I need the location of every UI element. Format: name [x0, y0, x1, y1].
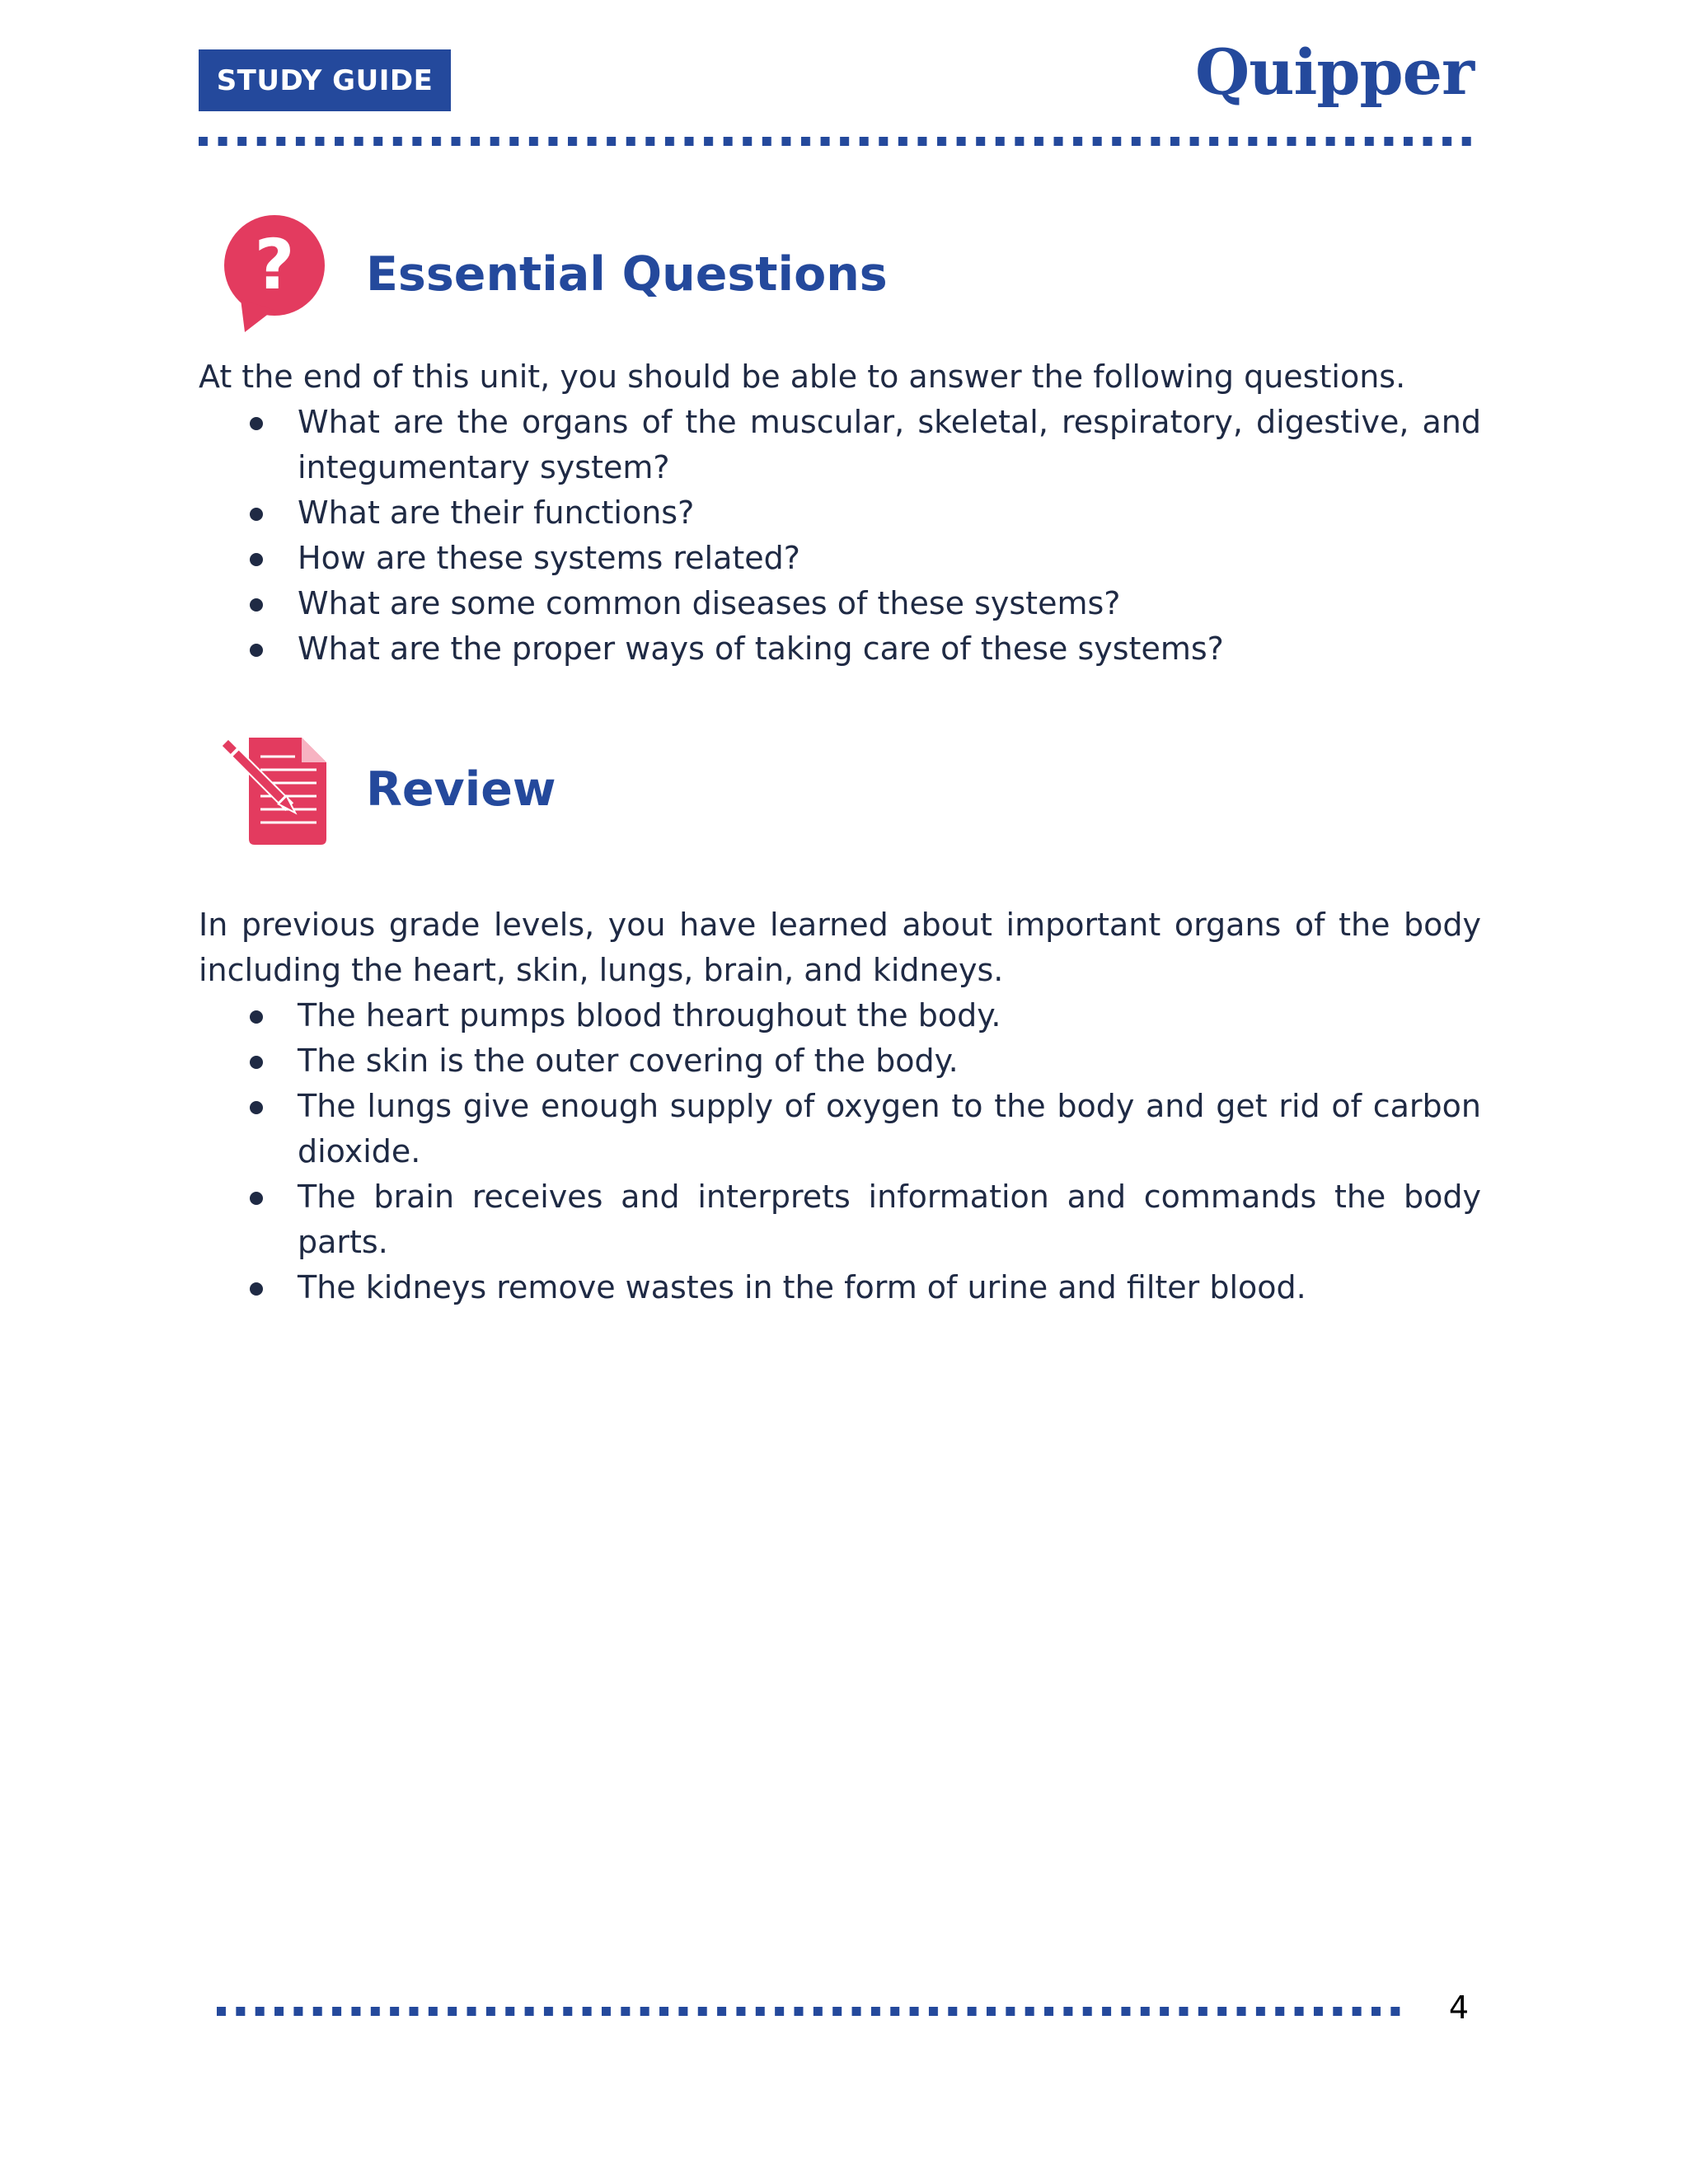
essential-questions-list	[199, 400, 1481, 672]
page-number: 4	[1448, 1990, 1470, 2026]
list-item: The skin is the outer covering of the body.	[199, 1038, 1481, 1084]
list-item: The heart pumps blood throughout the body.	[199, 993, 1481, 1038]
svg-text:?: ?	[254, 224, 295, 305]
list-item: The lungs give enough supply of oxygen to the body and get rid of carbon dioxide.	[199, 1084, 1481, 1174]
list-item: The kidneys remove wastes in the form of urine and filter blood.	[199, 1265, 1481, 1310]
quipper-logo: Quipper	[1194, 35, 1474, 109]
review-heading: Review	[366, 762, 556, 817]
essential-questions-heading: Essential Questions	[366, 247, 888, 302]
study-guide-label: STUDY GUIDE	[216, 63, 434, 97]
list-item: What are the organs of the muscular, skeletal, respiratory, digestive, and integumentary system?	[199, 400, 1481, 490]
review-list	[199, 993, 1481, 1310]
footer-dotted-divider	[217, 2007, 1409, 2016]
list-item: The brain receives and interprets information and commands the body parts.	[199, 1174, 1481, 1265]
document-pencil-icon	[219, 733, 331, 857]
list-item: What are some common diseases of these systems?	[199, 581, 1481, 626]
list-item: How are these systems related?	[199, 536, 1481, 581]
review-intro: In previous grade levels, you have learned about important organs of the body including the heart, skin, lungs, brain, and kidneys.	[199, 907, 1481, 988]
list-item: What are their functions?	[199, 490, 1481, 536]
essential-questions-intro: At the end of this unit, you should be able to answer the following questions.	[199, 359, 1406, 395]
study-guide-badge	[199, 49, 451, 111]
list-item: What are the proper ways of taking care of these systems?	[199, 626, 1481, 672]
header-dotted-divider	[199, 137, 1481, 146]
question-speech-bubble-icon	[220, 213, 331, 336]
